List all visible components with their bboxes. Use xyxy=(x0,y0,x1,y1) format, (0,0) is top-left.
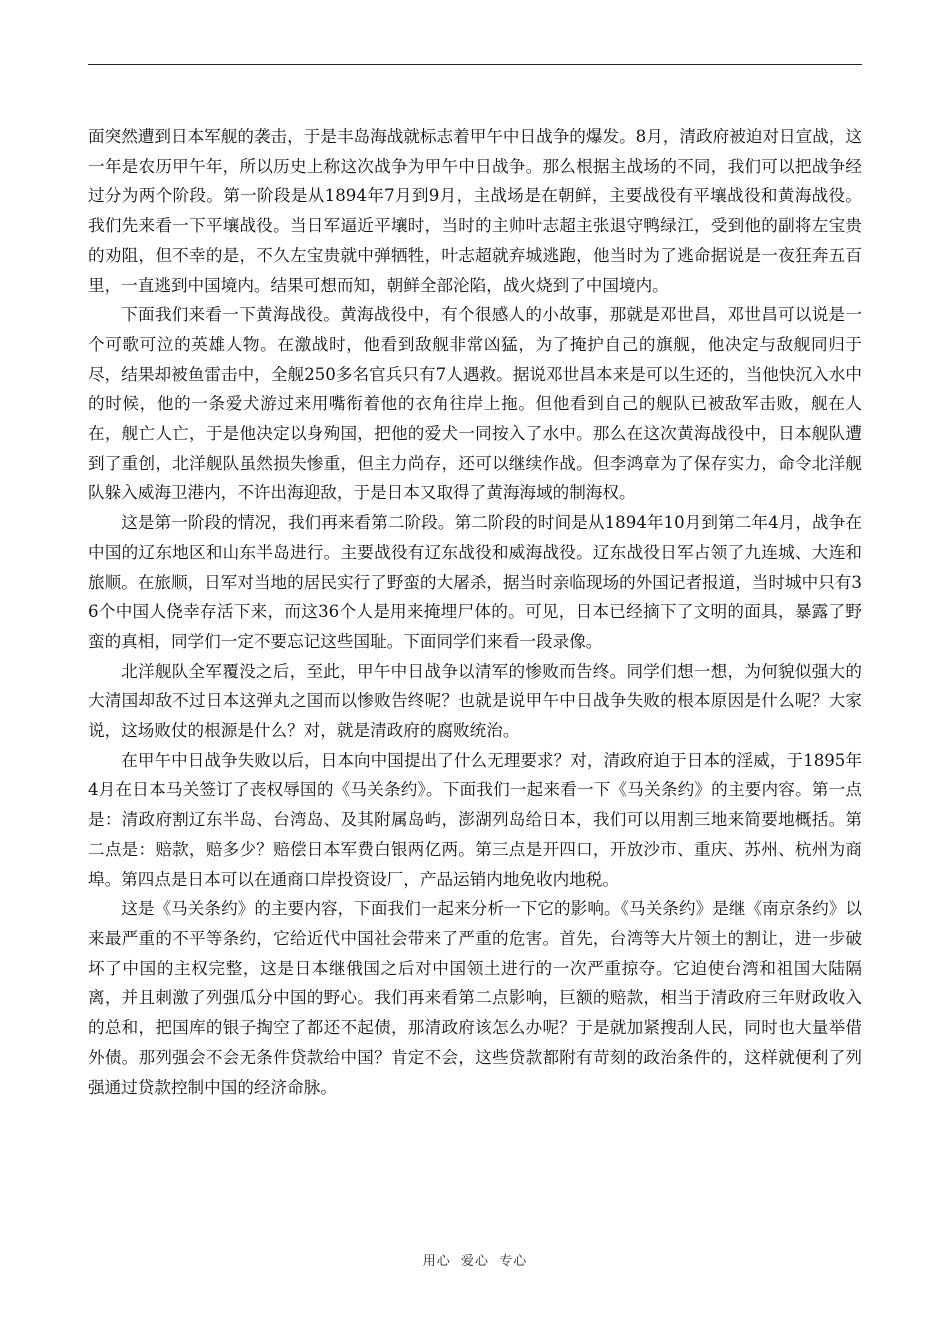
header-rule xyxy=(88,64,862,65)
body-text xyxy=(88,122,862,1102)
paragraph-defeat-cause: 北洋舰队全军覆没之后，至此，甲午中日战争以清军的惨败而告终。同学们想一想，为何貌似强大的大清国却敌不过日本这弹丸之国而以惨败告终呢？也就是说甲午中日战争失败的根本原因是什么呢？大家说，这场败仗的根源是什么？对，就是清政府的腐败统治。 xyxy=(88,661,862,741)
paragraph-second-stage: 这是第一阶段的情况，我们再来看第二阶段。第二阶段的时间是从1894年10月到第二年4月，战争在中国的辽东地区和山东半岛进行。主要战役有辽东战役和威海战役。辽东战役日军占领了九连城、大连和旅顺。在旅顺，日军对当地的居民实行了野蛮的大屠杀，据当时亲临现场的外国记者报道，当时城中只有36个中国人侥幸存活下来，而这36个人是用来掩埋尸体的。可见，日本已经摘下了文明的面具，暴露了野蛮的真相，同学们一定不要忘记这些国耻。下面同学们来看一段录像。 xyxy=(88,513,862,651)
paragraph-treaty-impact: 这是《马关条约》的主要内容，下面我们一起来分析一下它的影响。《马关条约》是继《南京条约》以来最严重的不平等条约，它给近代中国社会带来了严重的危害。首先，台湾等大片领土的割让，进一步破坏了中国的主权完整，这是日本继俄国之后对中国领土进行的一次严重掠夺。它迫使台湾和祖国大陆隔离，并且刺激了列强瓜分中国的野心。我们再来看第二点影响，巨额的赔款，相当于清政府三年财政收入的总和，把国库的银子掏空了都还不起债，那清政府该怎么办呢？于是就加紧搜刮人民，同时也大量举借外债。那列强会不会无条件贷款给中国？肯定不会，这些贷款都附有苛刻的政治条件的，这样就便利了列强通过贷款控制中国的经济命脉。 xyxy=(88,899,862,1097)
paragraph-continuation: 面突然遭到日本军舰的袭击，于是丰岛海战就标志着甲午中日战争的爆发。8月，清政府被迫对日宣战，这一年是农历甲午年，所以历史上称这次战争为甲午中日战争。那么根据主战场的不同，我们可以把战争经过分为两个阶段。第一阶段是从1894年7月到9月，主战场是在朝鲜，主要战役有平壤战役和黄海战役。我们先来看一下平壤战役。当日军逼近平壤时，当时的主帅叶志超主张退守鸭绿江，受到他的副将左宝贵的劝阻，但不幸的是，不久左宝贵就中弹牺牲，叶志超就弃城逃跑，他当时为了逃命据说是一夜狂奔五百里，一直逃到中国境内。结果可想而知，朝鲜全部沦陷，战火烧到了中国境内。 xyxy=(88,127,862,295)
paragraph-yellow-sea-battle: 下面我们来看一下黄海战役。黄海战役中，有个很感人的小故事，那就是邓世昌，邓世昌可以说是一个可歌可泣的英雄人物。在激战时，他看到敌舰非常凶猛，为了掩护自己的旗舰，他决定与敌舰同归于尽，结果却被鱼雷击中，全舰250多名官兵只有7人遇救。据说邓世昌本来是可以生还的，当他快沉入水中的时候，他的一条爱犬游过来用嘴衔着他的衣角往岸上拖。但他看到自己的舰队已被敌军击败，舰在人在，舰亡人亡，于是他决定以身殉国，把他的爱犬一同按入了水中。那么在这次黄海战役中，日本舰队遭到了重创，北洋舰队虽然损失惨重，但主力尚存，还可以继续作战。但李鸿章为了保存实力，命令北洋舰队躲入威海卫港内，不许出海迎敌，于是日本又取得了黄海海域的制海权。 xyxy=(88,305,862,503)
page-footer: 用心 爱心 专心 xyxy=(422,1254,528,1269)
paragraph-treaty-contents: 在甲午中日战争失败以后，日本向中国提出了什么无理要求？对，清政府迫于日本的淫威，于1895年4月在日本马关签订了丧权辱国的《马关条约》。下面我们一起来看一下《马关条约》的主要内容。第一点是：清政府割辽东半岛、台湾岛、及其附属岛屿，澎湖列岛给日本，我们可以用割三地来简要地概括。第二点是：赔款，赔多少？赔偿日本军费白银两亿两。第三点是开四口，开放沙市、重庆、苏州、杭州为商埠。第四点是日本可以在通商口岸投资设厂，产品运销内地免收内地税。 xyxy=(88,750,862,889)
